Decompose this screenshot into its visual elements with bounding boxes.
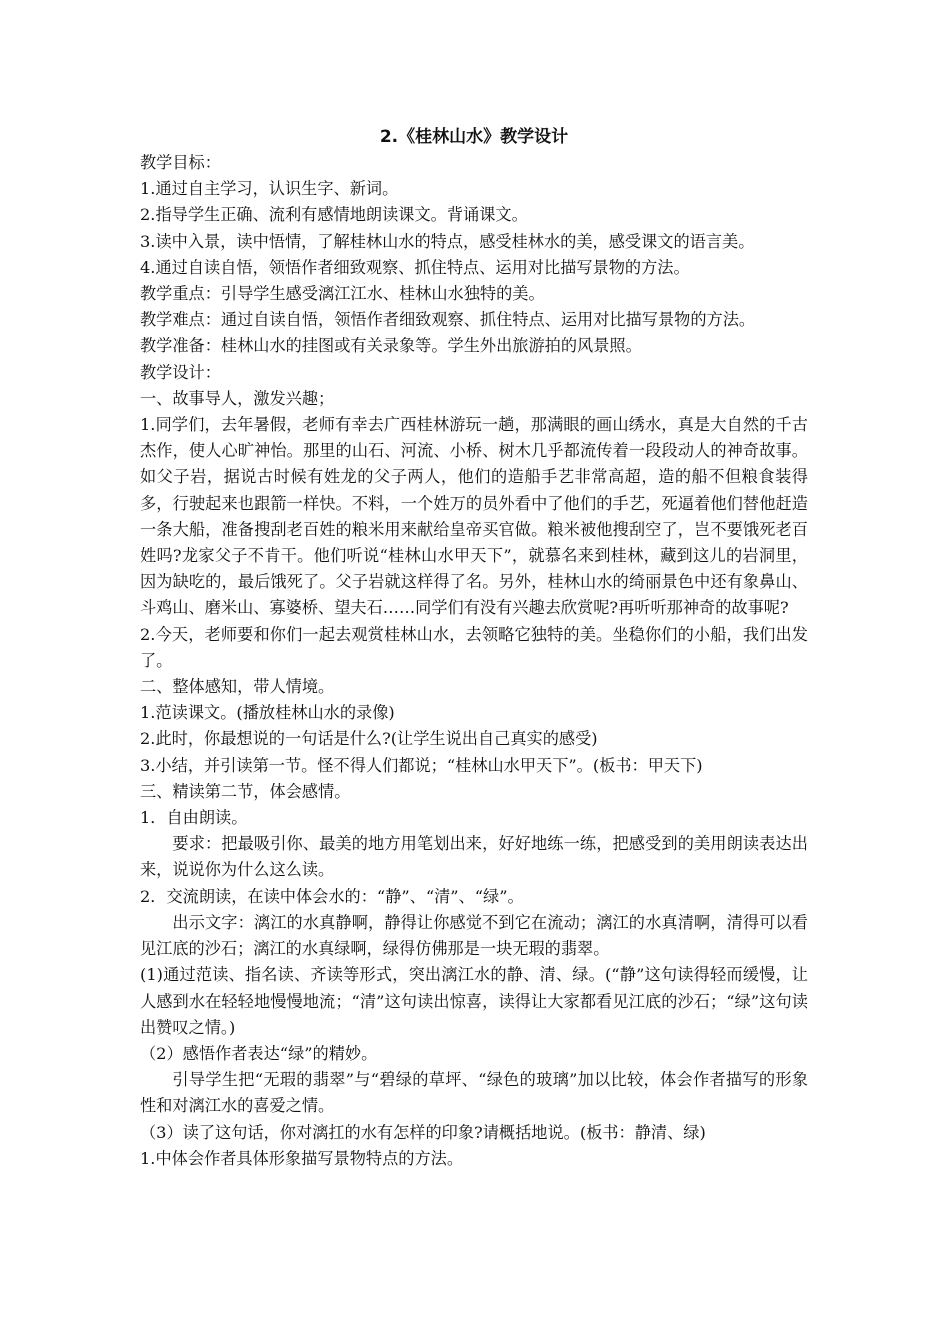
document-title: 2.《桂林山水》教学设计 bbox=[379, 127, 569, 147]
paragraph: 教学准备：桂林山水的挂图或有关录象等。学生外出旅游拍的风景照。 bbox=[140, 336, 642, 356]
paragraph: 1.中体会作者具体形象描写景物特点的方法。 bbox=[140, 1148, 464, 1168]
paragraph: 1.通过自主学习，认识生字、新词。 bbox=[140, 179, 399, 199]
paragraph: 2.今天，老师要和你们一起去观赏桂林山水，去领略它独特的美。坐稳你们的小船，我们出发了。 bbox=[140, 624, 808, 670]
document-body bbox=[140, 150, 808, 1172]
paragraph: 3.小结，并引读第一节。怪不得人们都说；“桂林山水甲天下”。(板书：甲天下) bbox=[140, 755, 703, 775]
paragraph: 一、故事导人，激发兴趣； bbox=[140, 388, 335, 408]
paragraph: 4.通过自读自悟，领悟作者细致观察、抓住特点、运用对比描写景物的方法。 bbox=[140, 257, 690, 277]
paragraph: 教学难点：通过自读自悟，领悟作者细致观察、抓住特点、运用对比描写景物的方法。 bbox=[140, 310, 756, 330]
document-page bbox=[140, 124, 808, 1172]
paragraph: 1.同学们，去年暑假，老师有幸去广西桂林游玩一趟，那满眼的画山绣水，真是大自然的千古杰作，使人心旷神怡。那里的山石、河流、小桥、树木几乎都流传着一段段动人的神奇故事。如父子岩，据说古时候有姓龙的父子两人，他们的造船手艺非常高超，造的船不但粮食装得多，行驶起来也跟箭一样快。不料，一个姓万的员外看中了他们的手艺，死逼着他们替他赶造一条大船，准备搜刮老百姓的粮米用来献给皇帝买官做。粮米被他搜刮空了，岂不要饿死老百姓吗?龙家父子不肯干。他们听说“桂林山水甲天下”，就慕名来到桂林，藏到这儿的岩洞里，因为缺吃的，最后饿死了。父子岩就这样得了名。另外，桂林山水的绮丽景色中还有象鼻山、斗鸡山、磨米山、寡婆桥、望夫石……同学们有没有兴趣去欣赏呢?再听听那神奇的故事呢? bbox=[140, 415, 808, 618]
paragraph: 要求：把最吸引你、最美的地方用笔划出来，好好地练一练，把感受到的美用朗读表达出来，说说你为什么这么读。 bbox=[140, 834, 808, 880]
paragraph: 2.此时，你最想说的一句话是什么?(让学生说出自己真实的感受) bbox=[140, 729, 598, 749]
paragraph: 2．交流朗读，在读中体会水的：“静”、“清”、“绿”。 bbox=[140, 886, 524, 906]
paragraph: 教学设计： bbox=[140, 362, 221, 382]
paragraph: 教学目标： bbox=[140, 153, 221, 172]
paragraph: (1)通过范读、指名读、齐读等形式，突出漓江水的静、清、绿。(“静”这句读得轻而缓慢，让人感到水在轻轻地慢慢地流；“清”这句读出惊喜，读得让大家都看见江底的沙石；“绿”这句读出赞叹之情。) bbox=[140, 965, 808, 1037]
paragraph: （3）读了这句话，你对漓扛的水有怎样的印象?请概括地说。(板书：静清、绿) bbox=[140, 1122, 706, 1142]
paragraph: 1.范读课文。(播放桂林山水的录像) bbox=[140, 703, 395, 723]
paragraph: 三、精读第二节，体会感情。 bbox=[140, 781, 351, 801]
paragraph: 二、整体感知，带人情境。 bbox=[140, 677, 335, 697]
paragraph: 2.指导学生正确、流利有感情地朗读课文。背诵课文。 bbox=[140, 205, 528, 225]
paragraph: 出示文字：漓江的水真静啊，静得让你感觉不到它在流动；漓江的水真清啊，清得可以看见江底的沙石；漓江的水真绿啊，绿得仿佛那是一块无瑕的翡翠。 bbox=[140, 912, 808, 959]
paragraph: 教学重点：引导学生感受漓江江水、桂林山水独特的美。 bbox=[140, 284, 545, 304]
paragraph: 引导学生把“无瑕的翡翠”与“碧绿的草坪、“绿色的玻璃”加以比较，体会作者描写的形象性和对漓江水的喜爱之情。 bbox=[140, 1070, 808, 1116]
paragraph: 3.读中入景，读中悟情，了解桂林山水的特点，感受桂林水的美，感受课文的语言美。 bbox=[140, 231, 755, 251]
paragraph: （2）感悟作者表达“绿”的精妙。 bbox=[140, 1043, 378, 1063]
paragraph: 1．自由朗读。 bbox=[140, 808, 248, 828]
